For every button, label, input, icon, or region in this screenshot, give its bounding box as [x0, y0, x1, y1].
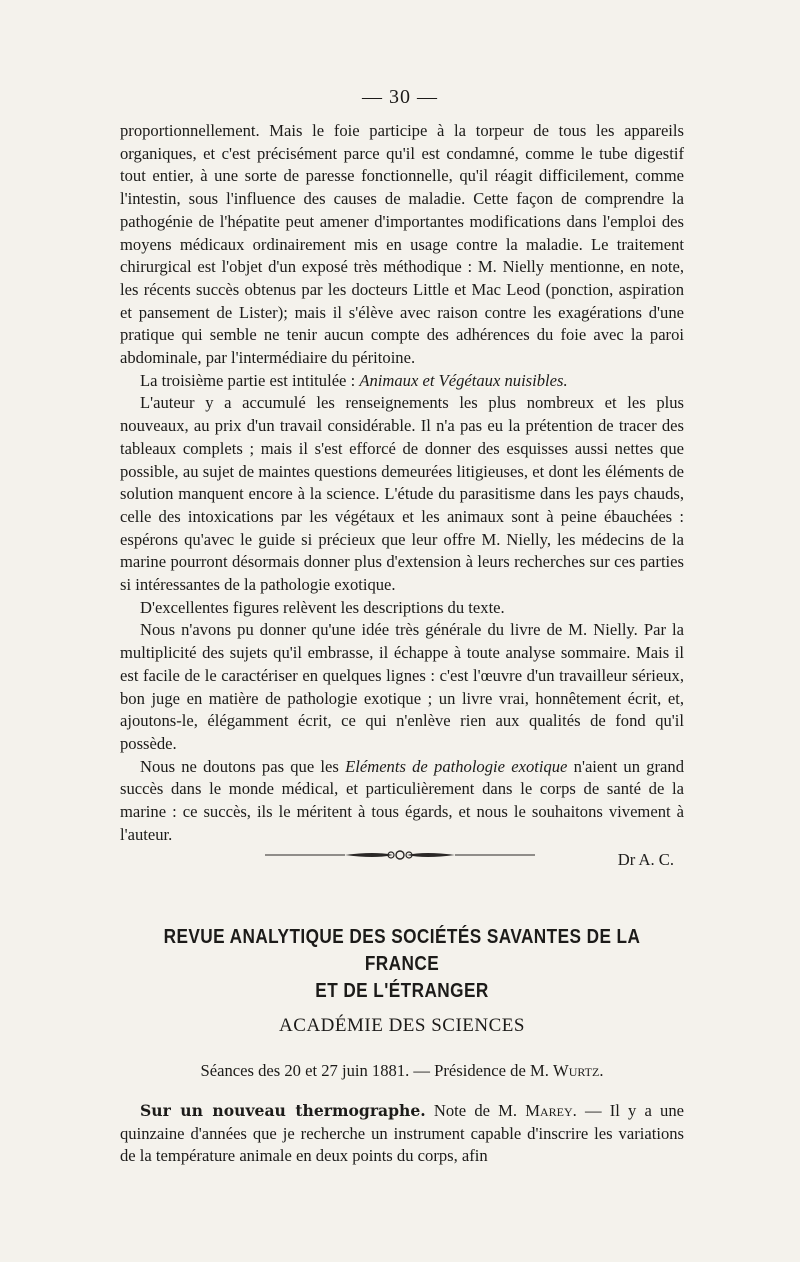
- session-line: [120, 1061, 684, 1081]
- session-text: Séances des 20 et 27 juin 1881. — Présidence de M.: [200, 1061, 554, 1080]
- academy-heading: ACADÉMIE DES SCIENCES: [279, 1015, 525, 1036]
- ornament-divider-icon: [265, 848, 535, 862]
- article-title: Sur un nouveau thermographe.: [140, 1101, 426, 1120]
- paragraph-author-notes: L'auteur y a accumulé les renseignements les plus nombreux et les plus nouveaux, au prix d'un travail considérable. Il n'a pas eu la prétention de tracer des tableaux complets ; mais il s'est efforcé de donner des esquisses aussi nettes que possible, au sujet de maintes questions demeurées litigieuses, et dont les éléments de solution manquent encore à la science. L'étude du parasitisme dans les pays chauds, celle des intoxications par les végétaux et les animaux sont à peine ébauchées : espérons qu'avec le guide si précieux que leur offre M. Nielly, les médecins de la marine pourront désormais donner plus d'extension à leurs recherches sur ces parties si intéressantes de la pathologie exotique.: [120, 393, 684, 595]
- article-text: . — Il y a une quinzaine d'années que je recherche un instrument capable d'inscrire les variations de la température animale en deux points du corps, afin: [120, 1101, 684, 1166]
- article-note-intro: Note de M.: [425, 1101, 526, 1120]
- section-heading-line-2: ET DE L'ÉTRANGER: [315, 980, 489, 1002]
- conclusion-end: n'aient un grand succès dans le monde médical, et particulièrement dans le corps de santé de la marine : ce succès, ils le méritent à tous égards, et nous le souhaitons vivement à l'auteur.: [120, 756, 685, 844]
- review-body: [120, 120, 684, 871]
- session-end: .: [599, 1061, 604, 1080]
- signature: Dr A. C.: [617, 849, 674, 869]
- paragraph-third-part: [120, 370, 684, 393]
- paragraph-conclusion: [120, 756, 684, 847]
- ornamental-rule: [0, 848, 800, 867]
- conclusion-start: Nous ne doutons pas que les: [140, 756, 346, 776]
- paragraph-figures: D'excellentes figures relèvent les descriptions du texte.: [140, 597, 505, 617]
- article-author: Marey: [525, 1101, 573, 1120]
- section-heading-line-1: REVUE ANALYTIQUE DES SOCIÉTÉS SAVANTES DE LA FRANCE: [163, 926, 641, 975]
- paragraph-hepatite: proportionnellement. Mais le foie participe à la torpeur de tous les appareils organiques, et c'est précisément parce qu'il est condamné, comme le tube digestif tout entier, à une sorte de paresse fonctionnelle, qu'il réagit difficilement, comme l'intestin, sous l'influence des causes de maladie. Cette façon de comprendre la pathogénie de l'hépatite peut amener d'importantes modifications dans l'emploi des moyens médicaux ordinairement mis en usage contre la maladie. Le traitement chirurgical est l'objet d'un exposé très méthodique : M. Nielly mentionne, en note, les récents succès obtenus par les docteurs Little et Mac Leod (ponction, aspiration et pansement de Lister); mais il s'élève avec raison contre les exagérations d'une pratique qui semble ne tenir aucun compte des adhérences du foie avec la paroi abdominale, par l'intermédiaire du péritoine.: [120, 121, 684, 368]
- page-number: — 30 —: [362, 86, 438, 108]
- section-heading: [159, 924, 644, 1005]
- paragraph-summary: Nous n'avons pu donner qu'une idée très générale du livre de M. Nielly. Par la multiplicité des sujets qu'il embrasse, il échappe à toute analyse sommaire. Mais il est facile de le caractériser en quelques lignes : c'est l'œuvre d'un travailleur sérieux, bon juge en matière de pathologie exotique ; un livre vrai, honnêtement écrit, et, ajoutons-le, élégamment écrit, ce qui n'enlève rien aux qualités de fond qu'il possède.: [120, 620, 684, 753]
- third-part-title: Animaux et Végétaux nuisibles.: [359, 370, 568, 390]
- article-paragraph: [120, 1100, 684, 1168]
- third-part-intro: La troisième partie est intitulée :: [140, 370, 360, 390]
- book-title: Eléments de pathologie exotique: [345, 756, 568, 776]
- president-name: Wurtz: [553, 1061, 600, 1080]
